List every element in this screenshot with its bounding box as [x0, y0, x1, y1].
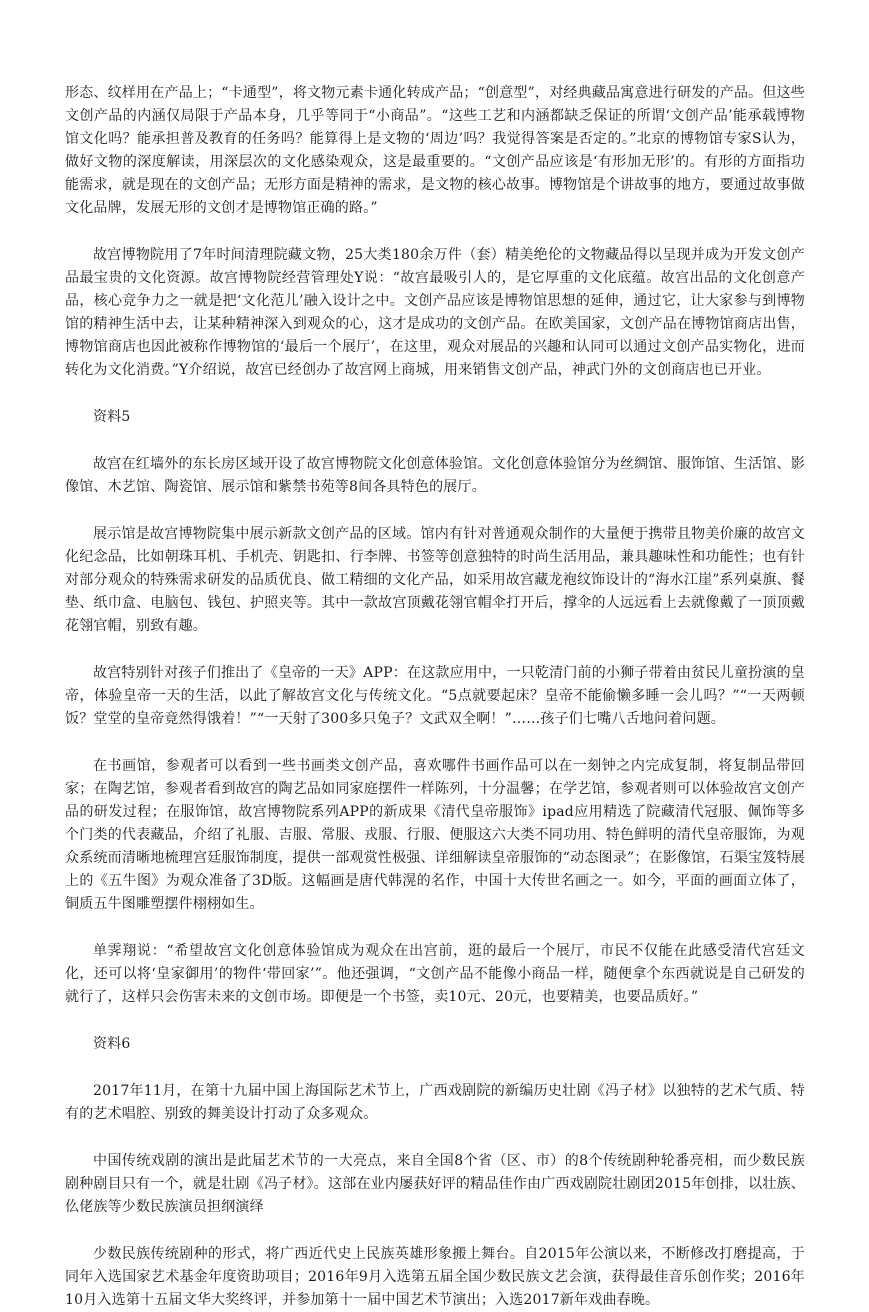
paragraph-spacer	[65, 1219, 805, 1243]
paragraph-spacer	[65, 731, 805, 755]
paragraph-spacer	[65, 1126, 805, 1150]
paragraph-spacer	[65, 1056, 805, 1080]
paragraph-experience-hall: 故宫在红墙外的东长房区域开设了故宫博物院文化创意体验馆。文化创意体验馆分为丝绸馆、服饰馆、生活馆、影像馆、木艺馆、陶瓷馆、展示馆和紫禁书苑等8间各具特色的展厅。	[65, 456, 805, 495]
paragraph-spacer	[65, 1009, 805, 1033]
paragraph-shan-jixiang-quote: 单霁翔说：“希望故宫文化创意体验馆成为观众在出宫前，逛的最后一个展厅，市民不仅能在此感受清代宫廷文化，还可以将‘皇家御用’的物件‘带回家’”。他还强调，“文创产品不能像小商品一样，随便拿个东西就说是自己研发的就行了，这样只会伤害未来的文创市场。即便是一个书签，卖10元、20元，也要精美，也要品质好。”	[65, 943, 805, 1005]
paragraph-spacer	[65, 638, 805, 662]
paragraph-painting-hall: 在书画馆，参观者可以看到一些书画类文创产品，喜欢哪件书画作品可以在一刻钟之内完成复制，将复制品带回家；在陶艺馆，参观者看到故宫的陶艺品如同家庭摆件一样陈列，十分温馨；在学艺馆，参观者则可以体验故宫文创产品的研发过程；在服饰馆，故宫博物院系列APP的新成果《清代皇帝服饰》ipad应用精选了院藏清代冠服、佩饰等多个门类的代表藏品，介绍了礼服、吉服、常服、戎服、行服、便服这六大类不同功用、特色鲜明的清代皇帝服饰，为观众系统而清晰地梳理宫廷服饰制度，提供一部观赏性极强、详细解读皇帝服饰的“动态图录”；在影像馆，石渠宝笈特展上的《五牛图》为观众准备了3D版。这幅画是唐代韩滉的名作，中国十大传世名画之一。如今，平面的画面立体了，铜质五牛图雕塑摆件栩栩如生。	[65, 758, 805, 912]
paragraph-palace-museum-collection: 故宫博物院用了7年时间清理院藏文物，25大类180余万件（套）精美绝伦的文物藏品得以呈现并成为开发文创产品最宝贵的文化资源。故宫博物院经营管理处Y说：“故宫最吸引人的，是它厚重的文化底蕴。故宫出品的文化创意产品，核心竞争力之一就是把‘文化范儿’融入设计之中。文创产品应该是博物馆思想的延伸，通过它，让大家参与到博物馆的精神生活中去，让某种精神深入到观众的心，这才是成功的文创产品。在欧美国家，文创产品在博物馆商店出售，博物馆商店也因此被称作博物馆的‘最后一个展厅’，在这里，观众对展品的兴趣和认同可以通过文创产品实物化，进而转化为文化消费。”Y介绍说，故宫已经创办了故宫网上商城，用来销售文创产品，神武门外的文创商店也已开业。	[65, 247, 805, 378]
section-heading-material-6: 资料6	[93, 1036, 131, 1052]
paragraph-spacer	[65, 499, 805, 523]
paragraph-exhibition-hall: 展示馆是故宫博物院集中展示新款文创产品的区域。馆内有针对普通观众制作的大量便于携带且物美价廉的故宫文化纪念品，比如朝珠耳机、手机壳、钥匙扣、行李牌、书签等创意独特的时尚生活用品，兼具趣味性和功能性；也有针对部分观众的特殊需求研发的品质优良、做工精细的文化产品，如采用故宫藏龙袍纹饰设计的“海水江崖”系列桌旗、餐垫、纸巾盒、电脑包、钱包、护照夹等。其中一款故宫顶戴花翎官帽伞打开后，撑伞的人远远看上去就像戴了一顶顶戴花翎官帽，别致有趣。	[65, 526, 805, 634]
document-body	[65, 82, 805, 1312]
paragraph-traditional-opera: 中国传统戏剧的演出是此届艺术节的一大亮点，来自全国8个省（区、市）的8个传统剧种轮番亮相，而少数民族剧种剧目只有一个，就是壮剧《冯子材》。这部在业内屡获好评的精品佳作由广西戏剧院壮剧团2015年创排，以壮族、仫佬族等少数民族演员担纲演绎	[65, 1153, 805, 1215]
paragraph-spacer	[65, 382, 805, 406]
paragraph-spacer	[65, 220, 805, 244]
paragraph-emperor-app: 故宫特别针对孩子们推出了《皇帝的一天》APP：在这款应用中，一只乾清门前的小狮子带着由贫民儿童扮演的皇帝，体验皇帝一天的生活，以此了解故宫文化与传统文化。“5点就要起床？皇帝不能偷懒多睡一会儿吗？”“一天两顿饭？堂堂的皇帝竟然得饿着！”“一天射了300多只兔子？文武双全啊！”……孩子们七嘴八舌地问着问题。	[65, 665, 805, 727]
paragraph-cultural-product-types: 形态、纹样用在产品上；“卡通型”，将文物元素卡通化转成产品；“创意型”，对经典藏品寓意进行研发的产品。但这些文创产品的内涵仅局限于产品本身，几乎等同于“小商品”。“这些工艺和内涵都缺乏保证的所谓‘文创产品’能承载博物馆文化吗？能承担普及教育的任务吗？能算得上是文物的‘周边’吗？我觉得答案是否定的。”北京的博物馆专家S认为，做好文物的深度解读，用深层次的文化感染观众，这是最重要的。“文创产品应该是‘有形加无形’的。有形的方面指功能需求，就是现在的文创产品；无形方面是精神的需求，是文物的核心故事。博物馆是个讲故事的地方，要通过故事做文化品牌，发展无形的文创才是博物馆正确的路。”	[65, 85, 805, 216]
paragraph-ethnic-opera-awards: 少数民族传统剧种的形式，将广西近代史上民族英雄形象搬上舞台。自2015年公演以来，不断修改打磨提高，于同年入选国家艺术基金年度资助项目；2016年9月入选第五届全国少数民族文艺会演，获得最佳音乐创作奖；2016年10月入选第十五届文华大奖终评，并参加第十一届中国艺术节演出；入选2017新年戏曲春晚。	[65, 1246, 805, 1308]
paragraph-spacer	[65, 429, 805, 453]
paragraph-spacer	[65, 916, 805, 940]
paragraph-shanghai-art-festival: 2017年11月，在第十九届中国上海国际艺术节上，广西戏剧院的新编历史壮剧《冯子材》以独特的艺术气质、特有的艺术唱腔、别致的舞美设计打动了众多观众。	[65, 1083, 805, 1122]
section-heading-material-5: 资料5	[93, 409, 131, 425]
